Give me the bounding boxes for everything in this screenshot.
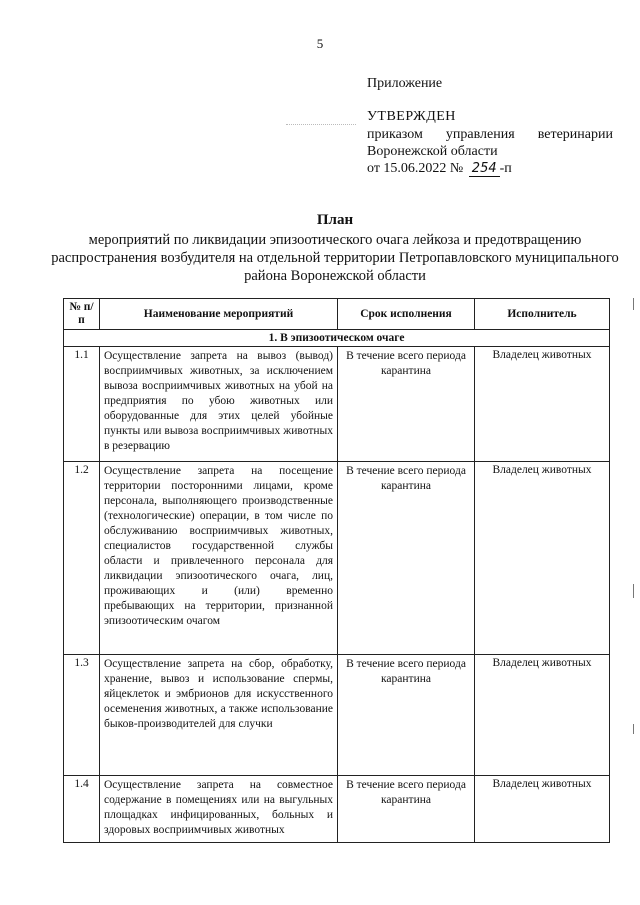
row-number: 1.1: [64, 347, 100, 462]
document-subtitle: мероприятий по ликвидации эпизоотического очага лейкоза и предотвращению распространения возбудителя на отдельной территории Петропавловского муниципального района Воронежской области: [51, 232, 619, 284]
row-action: Осуществление запрета на сбор, обработку, хранение, вывоз и использование спермы, яйцеклеток и эмбрионов для искусственного осеменения животных, а также использование быков-производителей для случки: [100, 655, 338, 776]
order-line-3: [367, 160, 613, 177]
row-action: Осуществление запрета на посещение территории посторонними лицами, кроме персонала, выполняющего производственные (технологические) операции, в том числе по обслуживанию восприимчивых животных, специалистов государственной службы области и привлеченного персонала для ликвидации эпизоотического очага, лиц, проживающих и (или) временно пребывающих на территории, признанной эпизоотическим очагом: [100, 462, 338, 655]
column-header-action: Наименование мероприятий: [100, 299, 338, 330]
row-executor: Владелец животных: [475, 776, 610, 843]
page-number: 5: [316, 36, 324, 51]
order-word: приказом: [367, 127, 423, 142]
row-number: 1.3: [64, 655, 100, 776]
order-suffix: -п: [499, 161, 512, 176]
table-row: [64, 776, 610, 843]
order-line-1: [367, 126, 613, 143]
order-reference: [367, 126, 613, 177]
order-line-2: Воронежской области: [367, 144, 498, 159]
scan-edge-mark: [633, 584, 634, 598]
section-title: 1. В эпизоотическом очаге: [64, 330, 610, 347]
column-header-executor: Исполнитель: [475, 299, 610, 330]
row-number: 1.4: [64, 776, 100, 843]
appendix-label: Приложение: [367, 76, 443, 91]
approved-label: УТВЕРЖДЕН: [367, 109, 456, 124]
row-action: Осуществление запрета на вывоз (вывод) восприимчивых животных, за исключением вывоза восприимчивых животных на убой на предприятия по убою животных или оборудованные для этих целей убойные пункты или вывоза восприимчивых животных в резервацию: [100, 347, 338, 462]
column-header-number: № п/п: [64, 299, 100, 330]
row-term: В течение всего периода карантина: [338, 462, 475, 655]
document-title: План: [316, 212, 354, 228]
row-executor: Владелец животных: [475, 462, 610, 655]
row-term: В течение всего периода карантина: [338, 655, 475, 776]
scan-edge-mark: [633, 298, 634, 310]
order-word: управления: [445, 127, 515, 142]
order-date: от 15.06.2022 №: [367, 161, 464, 176]
row-number: 1.2: [64, 462, 100, 655]
order-number-handwritten: 254: [469, 161, 500, 177]
table-header-row: [64, 299, 610, 330]
row-executor: Владелец животных: [475, 655, 610, 776]
scan-edge-mark: [633, 724, 634, 734]
row-executor: Владелец животных: [475, 347, 610, 462]
order-word: ветеринарии: [537, 127, 613, 142]
row-term: В течение всего периода карантина: [338, 776, 475, 843]
row-action: Осуществление запрета на совместное содержание в помещениях или на выгульных площадках инфицированных, больных и здоровых восприимчивых животных: [100, 776, 338, 843]
section-row: [64, 330, 610, 347]
scan-artifact-line: [286, 124, 356, 125]
plan-table: [63, 298, 610, 843]
table-row: [64, 347, 610, 462]
column-header-term: Срок исполнения: [338, 299, 475, 330]
table-row: [64, 462, 610, 655]
table-row: [64, 655, 610, 776]
row-term: В течение всего периода карантина: [338, 347, 475, 462]
